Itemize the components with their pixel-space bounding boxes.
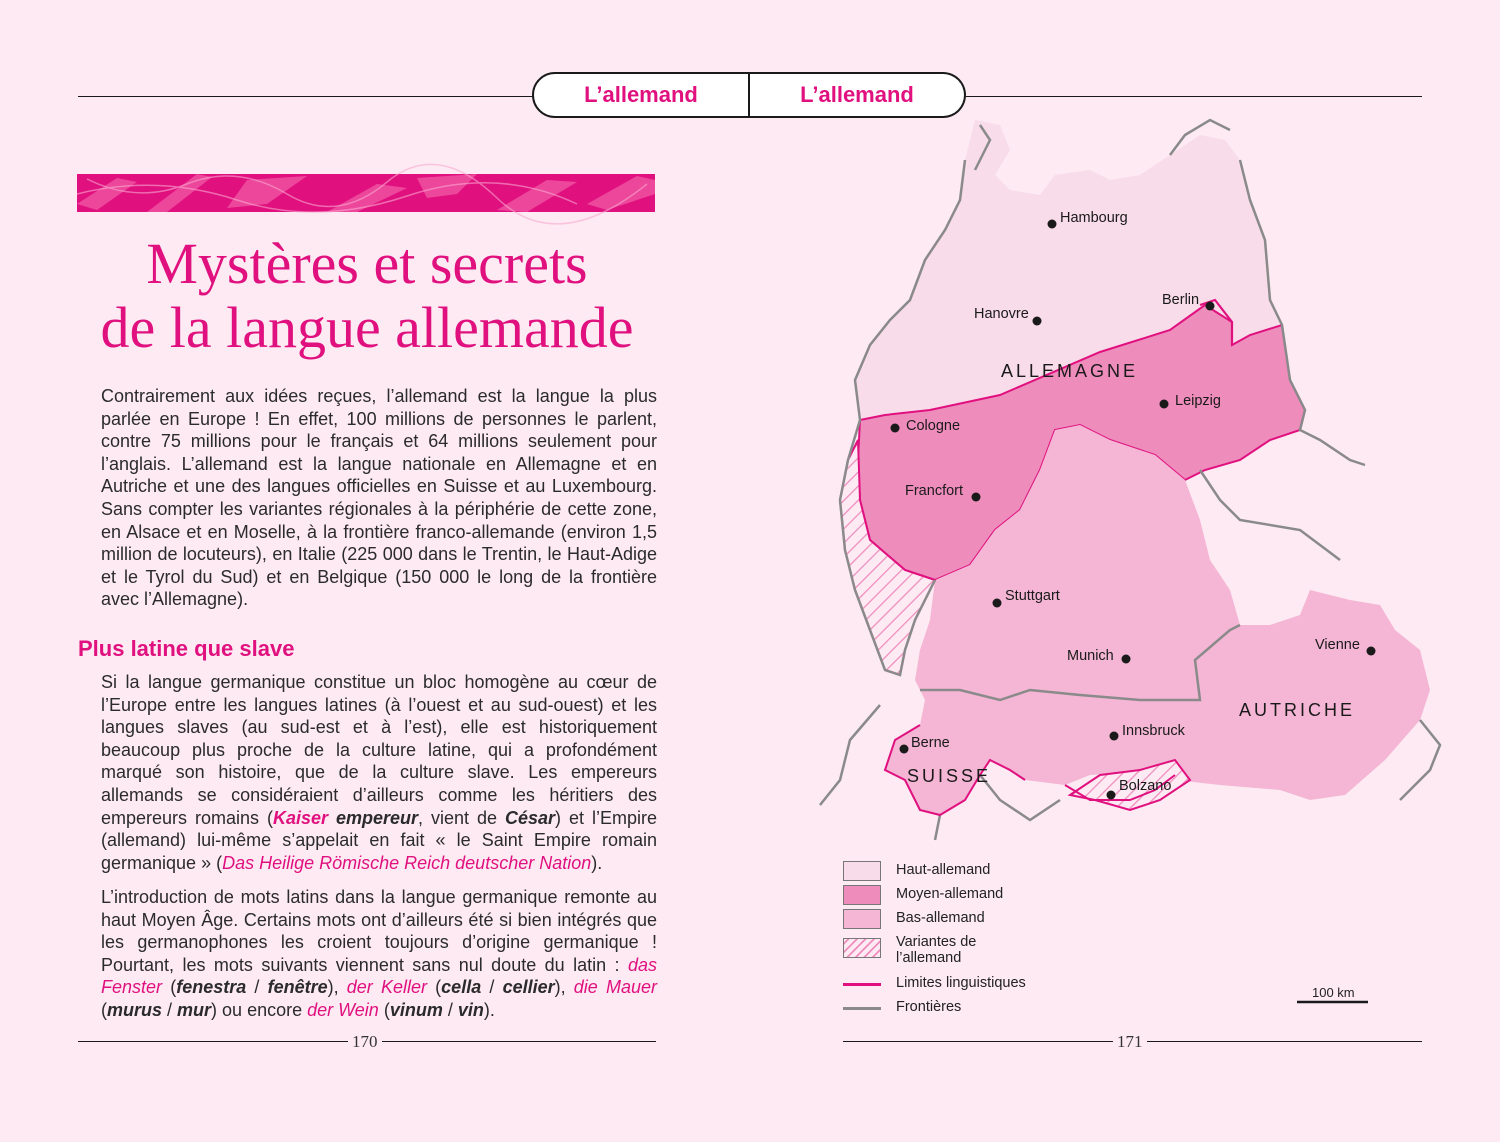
city-label: Innsbruck	[1122, 723, 1185, 739]
legend-line-pink	[843, 983, 881, 986]
country-label: AUTRICHE	[1239, 700, 1356, 720]
city-dot	[1107, 791, 1116, 800]
legend-swatch	[843, 861, 881, 881]
city-label: Hambourg	[1060, 210, 1128, 226]
header-rule-left	[78, 96, 533, 97]
text-run: /	[246, 977, 268, 998]
text-run: ).	[483, 999, 495, 1020]
latin-paragraph	[101, 671, 657, 874]
decorative-banner	[77, 174, 655, 212]
header-rule-right	[966, 96, 1422, 97]
legend-label: Limites linguistiques	[896, 975, 1026, 991]
city-dot	[972, 493, 981, 502]
page-number-right: 171	[1113, 1032, 1147, 1052]
page-title	[62, 232, 672, 360]
country-label: ALLEMAGNE	[1001, 361, 1139, 381]
legend-swatch-hatched	[843, 938, 881, 958]
text-run: /	[481, 977, 503, 998]
text-run: L’introduction de mots latins dans la langue germanique remonte au haut Moyen Âge. Certains mots ont d’ailleurs été si bien intégrés que les germanophones les croient toujours d’origine germanique ! Pourtant, les mots suivants viennent sans nul doute du latin :	[101, 887, 657, 975]
text-run: ),	[327, 977, 347, 998]
city-dot	[1110, 732, 1119, 741]
city-label: Vienne	[1315, 637, 1360, 653]
city-label: Stuttgart	[1005, 588, 1060, 604]
city-dot	[1206, 302, 1215, 311]
title-line-2: de la langue allemande	[100, 295, 634, 360]
french-word: César	[504, 807, 556, 828]
city-dot	[1033, 317, 1042, 326]
city-dot	[900, 745, 909, 754]
city-label: Hanovre	[974, 306, 1029, 322]
running-head-left	[532, 72, 750, 118]
text-run: (	[427, 977, 442, 998]
running-head-right-label: L’allemand	[800, 82, 914, 107]
legend-label: Haut-allemand	[896, 862, 991, 878]
text-run: ) ou encore	[211, 999, 308, 1020]
banner-texture	[77, 174, 655, 212]
legend-swatch	[843, 909, 881, 929]
city-dot	[1160, 400, 1169, 409]
city-label: Leipzig	[1175, 393, 1221, 409]
city-dot	[1048, 220, 1057, 229]
text-run: /	[442, 999, 458, 1020]
text-run: /	[162, 999, 178, 1020]
latin-word: fenestra	[176, 977, 247, 998]
city-label: Cologne	[906, 418, 961, 434]
city-dot	[993, 599, 1002, 608]
city-label: Bolzano	[1119, 778, 1172, 794]
text-run: (	[378, 999, 390, 1020]
city-label: Francfort	[905, 483, 964, 499]
german-word: der Wein	[307, 999, 379, 1020]
text-run: (	[162, 977, 177, 998]
text-run: ) et l’Empire (allemand) lui-même s’appelait en fait « le Saint Empire romain germanique » (	[101, 807, 657, 873]
french-word: fenêtre	[267, 977, 328, 998]
country-label: SUISSE	[907, 766, 992, 786]
legend-label: Variantes de l’allemand	[896, 934, 977, 966]
city-label: Munich	[1067, 648, 1114, 664]
scale-label: 100 km	[1312, 985, 1355, 1000]
french-word: mur	[177, 999, 212, 1020]
legend-item-haut	[843, 861, 991, 881]
french-word: vin	[457, 999, 484, 1020]
text-run: ),	[554, 977, 574, 998]
city-label: Berlin	[1162, 292, 1200, 308]
text-run: Si la langue germanique constitue un bloc homogène au cœur de l’Europe entre les langues latines (à l’ouest et au sud-ouest) et les langues slaves (au sud-est et à l’est), elle est historiquement beaucoup plus proche de la culture latine, qui a profondément marqué son histoire, que de la culture slave. Les empereurs allemands se considéraient d’ailleurs comme les héritiers des empereurs romains (	[101, 672, 657, 828]
text-run: (	[101, 999, 107, 1020]
text-run: ).	[591, 852, 603, 873]
legend-swatch	[843, 885, 881, 905]
latin-word: vinum	[389, 999, 443, 1020]
latin-word: cella	[441, 977, 482, 998]
text-run: , vient de	[418, 807, 505, 828]
title-line-1: Mystères et secrets	[146, 231, 588, 296]
section-heading: Plus latine que slave	[78, 636, 295, 661]
german-word: Kaiser	[272, 807, 329, 828]
latin-words-paragraph	[101, 886, 657, 1022]
french-word: cellier	[502, 977, 555, 998]
legend-item-moyen	[843, 885, 1004, 905]
city-dot	[1122, 655, 1131, 664]
city-dot	[1367, 647, 1376, 656]
page-number-left: 170	[348, 1032, 382, 1052]
text-run	[328, 808, 336, 828]
german-word: der Keller	[346, 977, 427, 998]
german-word: das Fenster	[101, 954, 657, 998]
legend-label: Frontières	[896, 999, 962, 1015]
legend-item-frontieres	[843, 998, 962, 1015]
french-word: empereur	[336, 807, 419, 828]
legend-item-limites	[843, 974, 1026, 991]
latin-word: murus	[107, 999, 163, 1020]
city-label: Berne	[911, 735, 950, 751]
legend-item-bas	[843, 909, 985, 929]
legend-label: Moyen-allemand	[896, 886, 1004, 902]
legend-item-variantes	[843, 934, 977, 966]
legend-label: Bas-allemand	[896, 910, 985, 926]
intro-paragraph: Contrairement aux idées reçues, l’allemand est la langue la plus parlée en Europe ! En effet, 100 millions de personnes le parlent, contre 75 millions pour le français et 64 millions seulement pour l’anglais. L’allemand est la langue nationale en Allemagne et en Autriche et une des langues officielles en Suisse et au Luxembourg. Sans compter les variantes régionales à la périphérie de cette zone, en Alsace et en Moselle, à la frontière franco-allemande (environ 1,5 million de locuteurs), en Italie (225 000 dans le Trentin, le Haut-Adige et le Tyrol du Sud) et en Belgique (150 000 le long de la frontière avec l’Allemagne).	[101, 386, 657, 610]
running-head-left-label: L’allemand	[584, 82, 698, 107]
city-dot	[891, 424, 900, 433]
german-word: die Mauer	[573, 977, 657, 998]
german-phrase: Das Heilige Römische Reich deutscher Nation	[222, 852, 592, 873]
legend-line-grey	[843, 1007, 881, 1010]
